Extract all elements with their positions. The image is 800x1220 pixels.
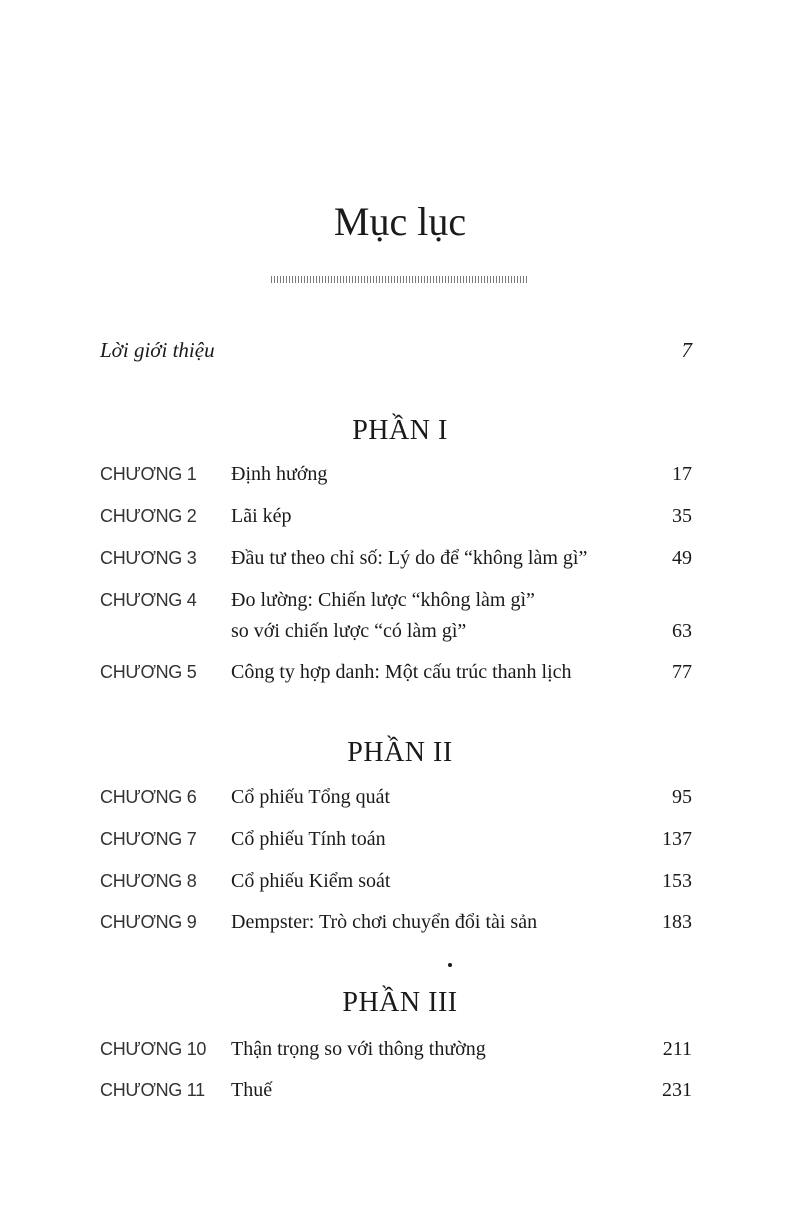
chapter-4-title-line-1: Đo lường: Chiến lược “không làm gì” <box>231 589 535 611</box>
chapter-8-label: CHƯƠNG 8 <box>100 871 197 891</box>
chapter-9-label: CHƯƠNG 9 <box>100 912 197 932</box>
intro-page-number: 7 <box>681 338 692 362</box>
chapter-11-title: Thuế <box>231 1079 273 1101</box>
chapter-2-label: CHƯƠNG 2 <box>100 506 197 526</box>
chapter-2-title: Lãi kép <box>231 505 292 527</box>
chapter-4-title-line-2: so với chiến lược “có làm gì” <box>231 620 467 642</box>
chapter-3-title: Đầu tư theo chỉ số: Lý do để “không làm gì” <box>231 547 588 569</box>
chapter-11-page: 231 <box>662 1079 692 1101</box>
chapter-5-page: 77 <box>672 661 692 683</box>
chapter-9-title: Dempster: Trò chơi chuyển đổi tài sản <box>231 911 538 933</box>
separator-dot <box>448 963 452 967</box>
part-2-title: PHẦN II <box>347 737 453 768</box>
chapter-4-label: CHƯƠNG 4 <box>100 590 197 610</box>
intro-label: Lời giới thiệu <box>100 338 215 362</box>
chapter-7-label: CHƯƠNG 7 <box>100 829 197 849</box>
chapter-2-page: 35 <box>672 505 692 527</box>
page-title: Mục lục <box>333 199 467 244</box>
chapter-7-page: 137 <box>662 828 692 850</box>
chapter-8-title: Cổ phiếu Kiểm soát <box>231 870 391 892</box>
chapter-5-title: Công ty hợp danh: Một cấu trúc thanh lịch <box>231 661 572 683</box>
chapter-6-page: 95 <box>672 786 692 808</box>
chapter-10-title: Thận trọng so với thông thường <box>231 1038 486 1060</box>
chapter-6-title: Cổ phiếu Tổng quát <box>231 786 391 808</box>
chapter-1-label: CHƯƠNG 1 <box>100 464 197 484</box>
chapter-1-page: 17 <box>672 463 692 485</box>
chapter-4-page: 63 <box>672 620 692 642</box>
chapter-10-label: CHƯƠNG 10 <box>100 1039 207 1059</box>
part-3-title: PHẦN III <box>342 987 458 1018</box>
chapter-8-page: 153 <box>662 870 692 892</box>
chapter-3-page: 49 <box>672 547 692 569</box>
part-1-title: PHẦN I <box>352 415 448 446</box>
chapter-4-title <box>231 586 651 645</box>
chapter-5-label: CHƯƠNG 5 <box>100 662 197 682</box>
chapter-7-title: Cổ phiếu Tính toán <box>231 828 386 850</box>
title-ornament-divider <box>271 276 528 283</box>
chapter-1-title: Định hướng <box>231 463 328 485</box>
chapter-10-page: 211 <box>662 1038 692 1060</box>
chapter-11-label: CHƯƠNG 11 <box>100 1080 205 1100</box>
chapter-9-page: 183 <box>662 911 692 933</box>
chapter-3-label: CHƯƠNG 3 <box>100 548 197 568</box>
chapter-6-label: CHƯƠNG 6 <box>100 787 197 807</box>
